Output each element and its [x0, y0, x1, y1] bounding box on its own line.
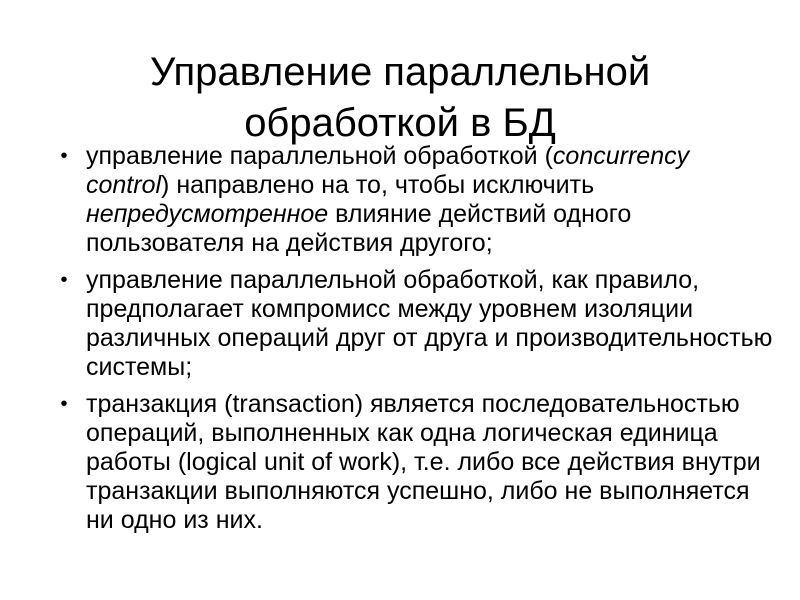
bullet-item-tradeoff: [54, 266, 774, 382]
bullet-icon: •: [60, 393, 68, 415]
bullet-text: [86, 142, 774, 258]
bullet-text-term-unforeseen: непредусмотренное: [86, 200, 329, 228]
slide-title-line-1: Управление параллельной: [149, 49, 651, 94]
bullet-text: управление параллельной обработкой, как правило, предполагает компромисс между уровнем изоляции различных операций друг от друга и производительностью системы;: [86, 266, 773, 381]
slide-title: [0, 47, 800, 149]
bullet-item-transaction: [54, 390, 774, 535]
bullet-text-segment: управление параллельной обработкой (: [86, 142, 553, 170]
bullet-list: [54, 142, 774, 543]
bullet-text-term-concurrency-control: concurrency control: [86, 142, 697, 199]
slide-title-line-2: обработкой в БД: [244, 100, 556, 145]
bullet-item-concurrency-control: [54, 142, 774, 258]
bullet-icon: •: [60, 145, 68, 167]
bullet-text-segment: ) направлено на то, чтобы исключить: [161, 171, 602, 199]
bullet-icon: •: [60, 269, 68, 291]
bullet-text-segment: влияние действий одного пользователя на действия другого;: [86, 200, 639, 257]
bullet-text: транзакция (transaction) является последовательностью операций, выполненных как одна логическая единица работы (logical unit of work), т.е. либо все действия внутри транзакции выполняются успешно, либо не выполняется ни одно из них.: [86, 390, 761, 534]
